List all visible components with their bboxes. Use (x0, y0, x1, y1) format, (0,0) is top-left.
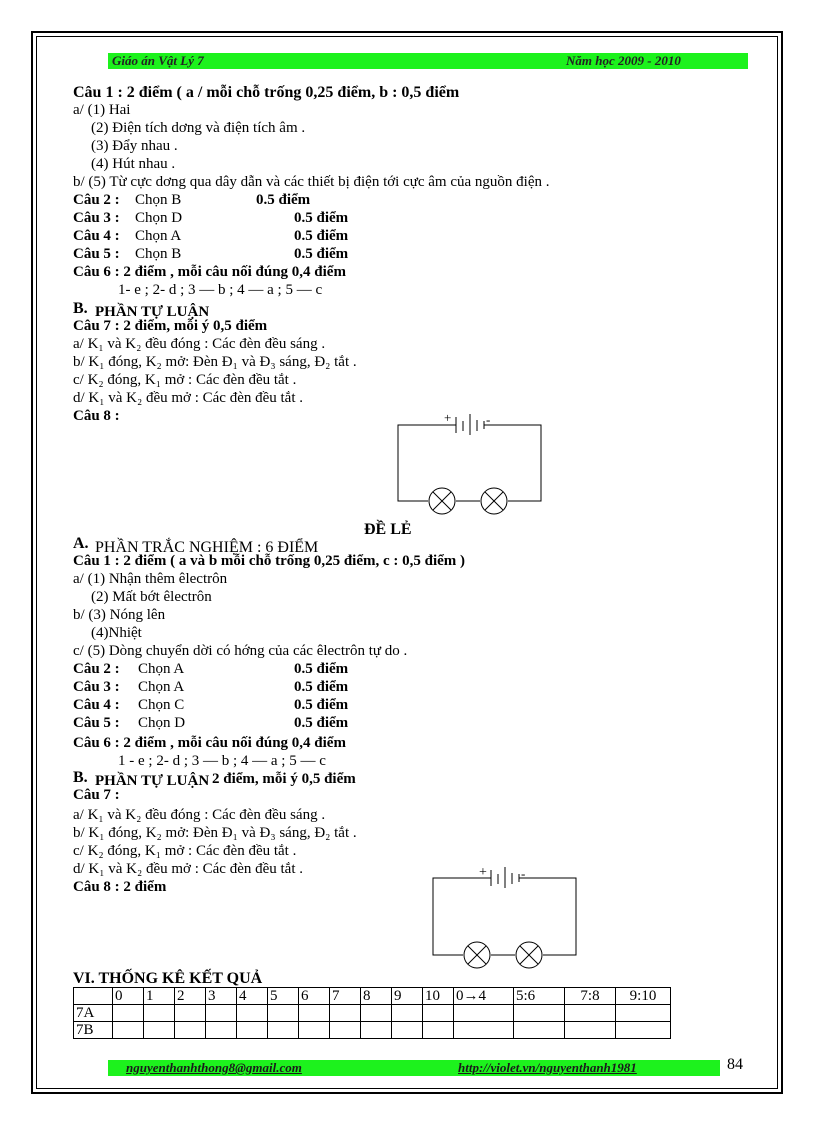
header-band (108, 53, 748, 69)
row-label-7a: 7A (74, 1005, 113, 1022)
table-header-cell: 10 (423, 988, 454, 1005)
answer-line: c/ K₂ đóng, K₁ mở : Các đèn đều tắt . (73, 372, 297, 388)
q7-heading: Câu 7 : 2 điểm, mỗi ý 0,5 điểm (73, 318, 268, 334)
answer-line: a/ K₁ và K₂ đều đóng : Các đèn đều sáng . (73, 807, 326, 823)
q4-choice: Chọn C (138, 697, 185, 713)
q5-label: Câu 5 : (73, 715, 120, 731)
q3-points: 0.5 điểm (294, 679, 349, 695)
q3-choice: Chọn D (135, 210, 183, 226)
results-table (73, 987, 671, 1039)
q4-points: 0.5 điểm (294, 697, 349, 713)
section-b-title: PHẦN TỰ LUẬN (95, 304, 210, 320)
q6-matching: 1 - e ; 2- d ; 3 — b ; 4 — a ; 5 — c (118, 753, 326, 769)
battery-minus: - (521, 866, 526, 881)
answer-line: c/ K₂ đóng, K₁ mở : Các đèn đều tắt . (73, 843, 297, 859)
section-b-title: PHẦN TỰ LUẬN (95, 773, 210, 789)
answer-line: a/ K₁ và K₂ đều đóng : Các đèn đều sáng . (73, 336, 326, 352)
answer-line: b/ (3) Nóng lên (73, 607, 166, 623)
odd-exam-title: ĐỀ LẺ (364, 521, 412, 538)
q4-choice: Chọn A (135, 228, 182, 244)
table-header-cell: 6 (299, 988, 330, 1005)
q3-label: Câu 3 : (73, 679, 120, 695)
table-header-row (74, 988, 671, 1005)
q3-label: Câu 3 : (73, 210, 120, 226)
answer-line: (4) Hút nhau . (91, 156, 176, 172)
answer-line: a/ (1) Nhận thêm êlectrôn (73, 571, 228, 587)
q6-heading: Câu 6 : 2 điểm , mỗi câu nối đúng 0,4 điểm (73, 735, 346, 751)
table-row (74, 1022, 671, 1039)
battery-plus: + (444, 410, 452, 425)
section-b-letter: B. (73, 769, 88, 786)
q8-heading: Câu 8 : 2 điểm (73, 879, 167, 895)
q3-points: 0.5 điểm (294, 210, 349, 226)
footer-url-link[interactable]: http://violet.vn/nguyenthanh1981 (458, 1060, 637, 1075)
footer-email-link[interactable]: nguyenthanhthong8@gmail.com (126, 1060, 302, 1075)
section-b-letter: B. (73, 300, 88, 317)
q1-heading: Câu 1 : 2 điểm ( a và b mỗi chỗ trống 0,25 điểm, c : 0,5 điểm ) (73, 553, 466, 569)
q4-label: Câu 4 : (73, 228, 120, 244)
circuit-diagram (425, 860, 585, 972)
q1-heading: Câu 1 : 2 điểm ( a / mỗi chỗ trống 0,25 điểm, b : 0,5 điểm (73, 84, 460, 101)
table-header-cell: 5 (268, 988, 299, 1005)
page-number: 84 (727, 1056, 743, 1073)
q5-points: 0.5 điểm (294, 715, 349, 731)
table-header-cell: 8 (361, 988, 392, 1005)
battery-plus: + (479, 865, 487, 880)
row-label-7b: 7B (74, 1022, 113, 1039)
answer-line: b/ (5) Từ cực dơng qua dây dẫn và các thiết bị điện tới cực âm của nguồn điện . (73, 174, 550, 190)
q5-choice: Chọn B (135, 246, 182, 262)
q4-label: Câu 4 : (73, 697, 120, 713)
table-header-cell: 3 (206, 988, 237, 1005)
answer-line: (2) Mất bớt êlectrôn (91, 589, 212, 605)
table-header-cell: 0→4 (454, 988, 514, 1005)
q5-points: 0.5 điểm (294, 246, 349, 262)
answer-line: b/ K₁ đóng, K₂ mở: Đèn Đ₁ và Đ₃ sáng, Đ₂ tắt . (73, 825, 357, 841)
q2-label: Câu 2 : (73, 192, 120, 208)
section-b-points: 2 điểm, mỗi ý 0,5 điểm (212, 771, 356, 787)
table-header-cell: 9 (392, 988, 423, 1005)
q6-heading: Câu 6 : 2 điểm , mỗi câu nối đúng 0,4 điểm (73, 264, 346, 280)
table-header-cell: 7 (330, 988, 361, 1005)
answer-line: d/ K₁ và K₂ đều mở : Các đèn đều tắt . (73, 390, 304, 406)
q4-points: 0.5 điểm (294, 228, 349, 244)
table-header-cell: 1 (144, 988, 175, 1005)
header-right: Năm học 2009 - 2010 (566, 53, 681, 68)
answer-line: c/ (5) Dòng chuyển dời có hớng của các êlectrôn tự do . (73, 643, 408, 659)
q3-choice: Chọn A (138, 679, 185, 695)
answer-line: (2) Điện tích dơng và điện tích âm . (91, 120, 306, 136)
q2-points: 0.5 điểm (294, 661, 349, 677)
table-header-cell (74, 988, 113, 1005)
answer-line: d/ K₁ và K₂ đều mở : Các đèn đều tắt . (73, 861, 304, 877)
table-header-cell: 2 (175, 988, 206, 1005)
answer-line: (4)Nhiệt (91, 625, 142, 641)
statistics-title: VI. THỐNG KÊ KẾT QUẢ (73, 970, 263, 987)
q2-choice: Chọn B (135, 192, 182, 208)
answer-line: b/ K₁ đóng, K₂ mở: Đèn Đ₁ và Đ₃ sáng, Đ₂ tắt . (73, 354, 357, 370)
q5-choice: Chọn D (138, 715, 186, 731)
table-header-cell: 5:6 (514, 988, 565, 1005)
table-header-cell: 4 (237, 988, 268, 1005)
circuit-diagram (390, 404, 550, 516)
header-left: Giáo án Vật Lý 7 (112, 53, 204, 68)
table-row (74, 1005, 671, 1022)
table-header-cell: 7:8 (565, 988, 616, 1005)
q8-heading: Câu 8 : (73, 408, 120, 424)
section-a-title: PHẦN TRẮC NGHIỆM : 6 ĐIỂM (95, 539, 319, 556)
q7-heading: Câu 7 : (73, 787, 120, 803)
q6-matching: 1- e ; 2- d ; 3 — b ; 4 — a ; 5 — c (118, 282, 323, 298)
battery-minus: - (486, 412, 491, 427)
answer-line: a/ (1) Hai (73, 102, 131, 118)
q2-choice: Chọn A (138, 661, 185, 677)
q2-points: 0.5 điểm (256, 192, 311, 208)
q5-label: Câu 5 : (73, 246, 120, 262)
q2-label: Câu 2 : (73, 661, 120, 677)
table-header-cell: 0 (113, 988, 144, 1005)
answer-line: (3) Đẩy nhau . (91, 138, 178, 154)
footer-band (108, 1060, 720, 1076)
table-header-cell: 9:10 (616, 988, 671, 1005)
section-a-letter: A. (73, 535, 89, 552)
